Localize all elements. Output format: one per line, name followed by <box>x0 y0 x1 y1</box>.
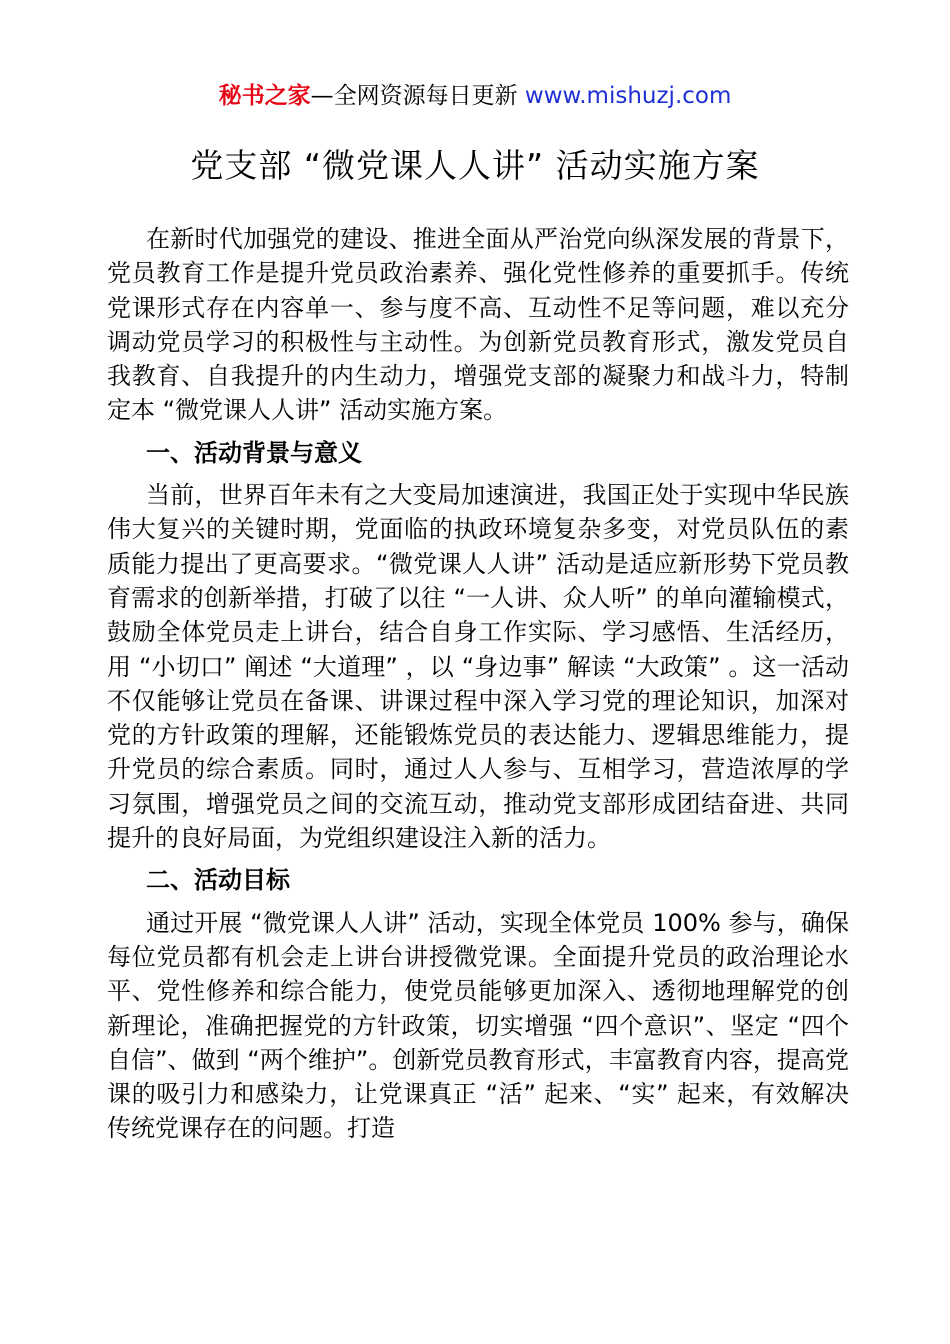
intro-paragraph: 在新时代加强党的建设、推进全面从严治党向纵深发展的背景下，党员教育工作是提升党员政治素养、强化党性修养的重要抓手。传统党课形式存在内容单一、参与度不高、互动性不足等问题，难以充分调动党员学习的积极性与主动性。为创新党员教育形式，激发党员自我教育、自我提升的内生动力，增强党支部的凝聚力和战斗力，特制定本 “微党课人人讲” 活动实施方案。 <box>107 225 849 425</box>
document-body <box>107 222 849 1146</box>
site-brand[interactable]: 秘书之家 <box>218 83 311 109</box>
spacer <box>107 470 849 478</box>
section-heading-background: 一、活动背景与意义 <box>146 438 362 467</box>
site-tagline: —全网资源每日更新 <box>310 83 525 109</box>
site-url-link[interactable]: www.mishuzj.com <box>524 83 732 109</box>
document-title: 党支部 “微党课人人讲” 活动实施方案 <box>190 146 760 185</box>
site-header <box>0 80 950 112</box>
spacer <box>107 428 849 436</box>
spacer <box>107 898 849 906</box>
section-paragraph-goals: 通过开展 “微党课人人讲” 活动，实现全体党员 100% 参与，确保每位党员都有机会走上讲台讲授微党课。全面提升党员的政治理论水平、党性修养和综合能力，使党员能够更加深入、透彻地理解党的创新理论，准确把握党的方针政策，切实增强 “四个意识”、坚定 “四个自信”、做到 “两个维护”。创新党员教育形式，丰富教育内容，提高党课的吸引力和感染力，让党课真正 “活” 起来、“实” 起来，有效解决传统党课存在的问题。打造 <box>107 908 849 1143</box>
section-heading-goals: 二、活动目标 <box>146 866 290 895</box>
spacer <box>107 855 849 863</box>
section-paragraph-background: 当前，世界百年未有之大变局加速演进，我国正处于实现中华民族伟大复兴的关键时期，党面临的执政环境复杂多变，对党员队伍的素质能力提出了更高要求。“微党课人人讲” 活动是适应新形势下党员教育需求的创新举措，打破了以往 “一人讲、众人听” 的单向灌输模式，鼓励全体党员走上讲台，结合自身工作实际、学习感悟、生活经历，用 “小切口” 阐述 “大道理” ，以 “身边事” 解读 “大政策” 。这一活动不仅能够让党员在备课、讲课过程中深入学习党的理论知识，加深对党的方针政策的理解，还能锻炼党员的表达能力、逻辑思维能力，提升党员的综合素质。同时，通过人人参与、互相学习，营造浓厚的学习氛围，增强党员之间的交流互动，推动党支部形成团结奋进、共同提升的良好局面，为党组织建设注入新的活力。 <box>107 481 849 853</box>
